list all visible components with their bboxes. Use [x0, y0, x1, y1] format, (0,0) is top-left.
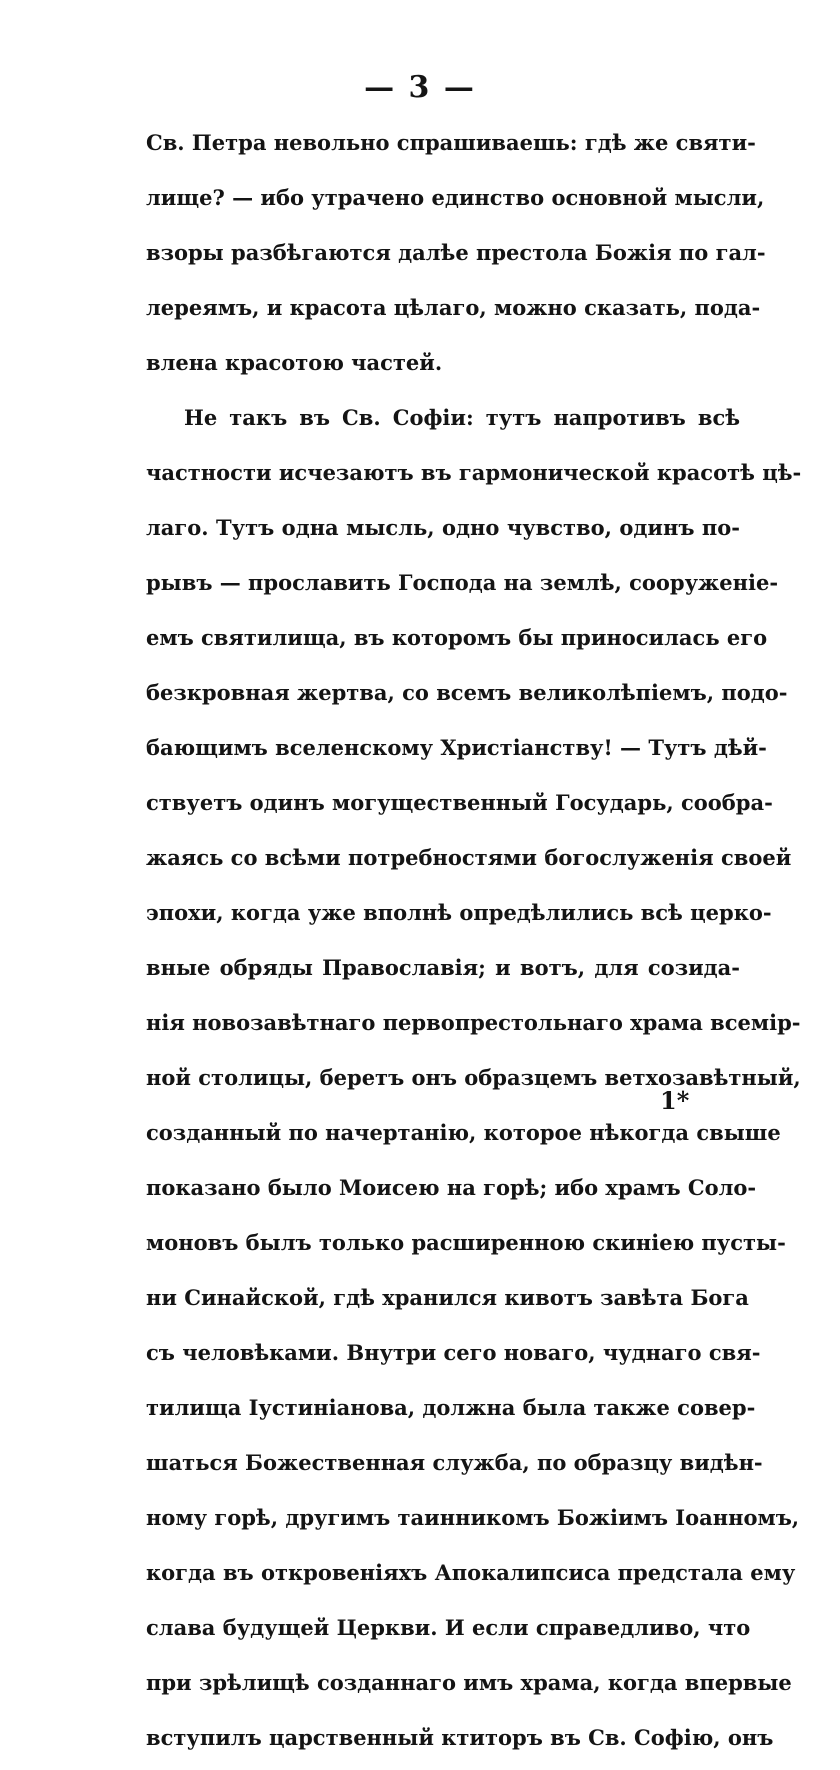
text-line: ной столицы, беретъ онъ образцемъ ветхозавѣтный,	[146, 1065, 801, 1090]
text-line: бающимъ вселенскому Христіанству! — Тутъ дѣй-	[146, 735, 767, 760]
text-line: когда въ откровеніяхъ Апокалипсиса предстала ему	[146, 1560, 796, 1585]
paragraph-end-line: влена красотою частей.	[146, 350, 443, 375]
text-line: при зрѣлищѣ созданнаго имъ храма, когда впервые	[146, 1670, 792, 1695]
text-line: тилища Іустиніанова, должна была также совер-	[146, 1395, 756, 1420]
text-line: жаясь со всѣми потребностями богослуженія своей	[146, 845, 792, 870]
text-line: рывъ — прославить Господа на землѣ, сооруженіе-	[146, 570, 779, 595]
text-line: ному горѣ, другимъ таинникомъ Божіимъ Іоанномъ,	[146, 1505, 800, 1530]
text-line: ни Синайской, гдѣ хранился кивотъ завѣта Бога	[146, 1285, 749, 1310]
text-line: частности исчезаютъ въ гармонической красотѣ цѣ-	[146, 460, 802, 485]
text-line: лереямъ, и красота цѣлаго, можно сказать, пода-	[146, 295, 761, 320]
text-line: взоры разбѣгаются далѣе престола Божія по гал-	[146, 240, 766, 265]
text-line: показано было Моисею на горѣ; ибо храмъ Соло-	[146, 1175, 757, 1200]
text-line: нія новозавѣтнаго первопрестольнаго храма всемір-	[146, 1010, 801, 1035]
text-line: слава будущей Церкви. И если справедливо, что	[146, 1615, 751, 1640]
page-number: — 3 —	[364, 70, 476, 105]
body-text	[146, 120, 802, 1770]
text-line: вные обряды Православія; и вотъ, для созида-	[146, 955, 740, 980]
text-line: созданный по начертанію, которое нѣкогда свыше	[146, 1120, 781, 1145]
signature-mark: 1*	[660, 1086, 690, 1115]
paragraph-start-line: Не такъ въ Св. Софіи: тутъ напротивъ всѣ	[184, 405, 740, 430]
text-line: Св. Петра невольно спрашиваешь: гдѣ же святи-	[146, 130, 756, 155]
text-line: лище? — ибо утрачено единство основной мысли,	[146, 185, 765, 210]
text-line: шаться Божественная служба, по образцу видѣн-	[146, 1450, 763, 1475]
text-line: моновъ былъ только расширенною скиніею пусты-	[146, 1230, 786, 1255]
text-line: емъ святилища, въ которомъ бы приносилась его	[146, 625, 768, 650]
text-line: ствуетъ одинъ могущественный Государь, сообра-	[146, 790, 773, 815]
text-line: вступилъ царственный ктиторъ въ Св. Софію, онъ	[146, 1725, 774, 1750]
text-line: съ человѣками. Внутри сего новаго, чуднаго свя-	[146, 1340, 761, 1365]
text-line: эпохи, когда уже вполнѣ опредѣлились всѣ церко-	[146, 900, 772, 925]
text-line: лаго. Тутъ одна мысль, одно чувство, одинъ по-	[146, 515, 740, 540]
text-line: безкровная жертва, со всемъ великолѣпіемъ, подо-	[146, 680, 788, 705]
